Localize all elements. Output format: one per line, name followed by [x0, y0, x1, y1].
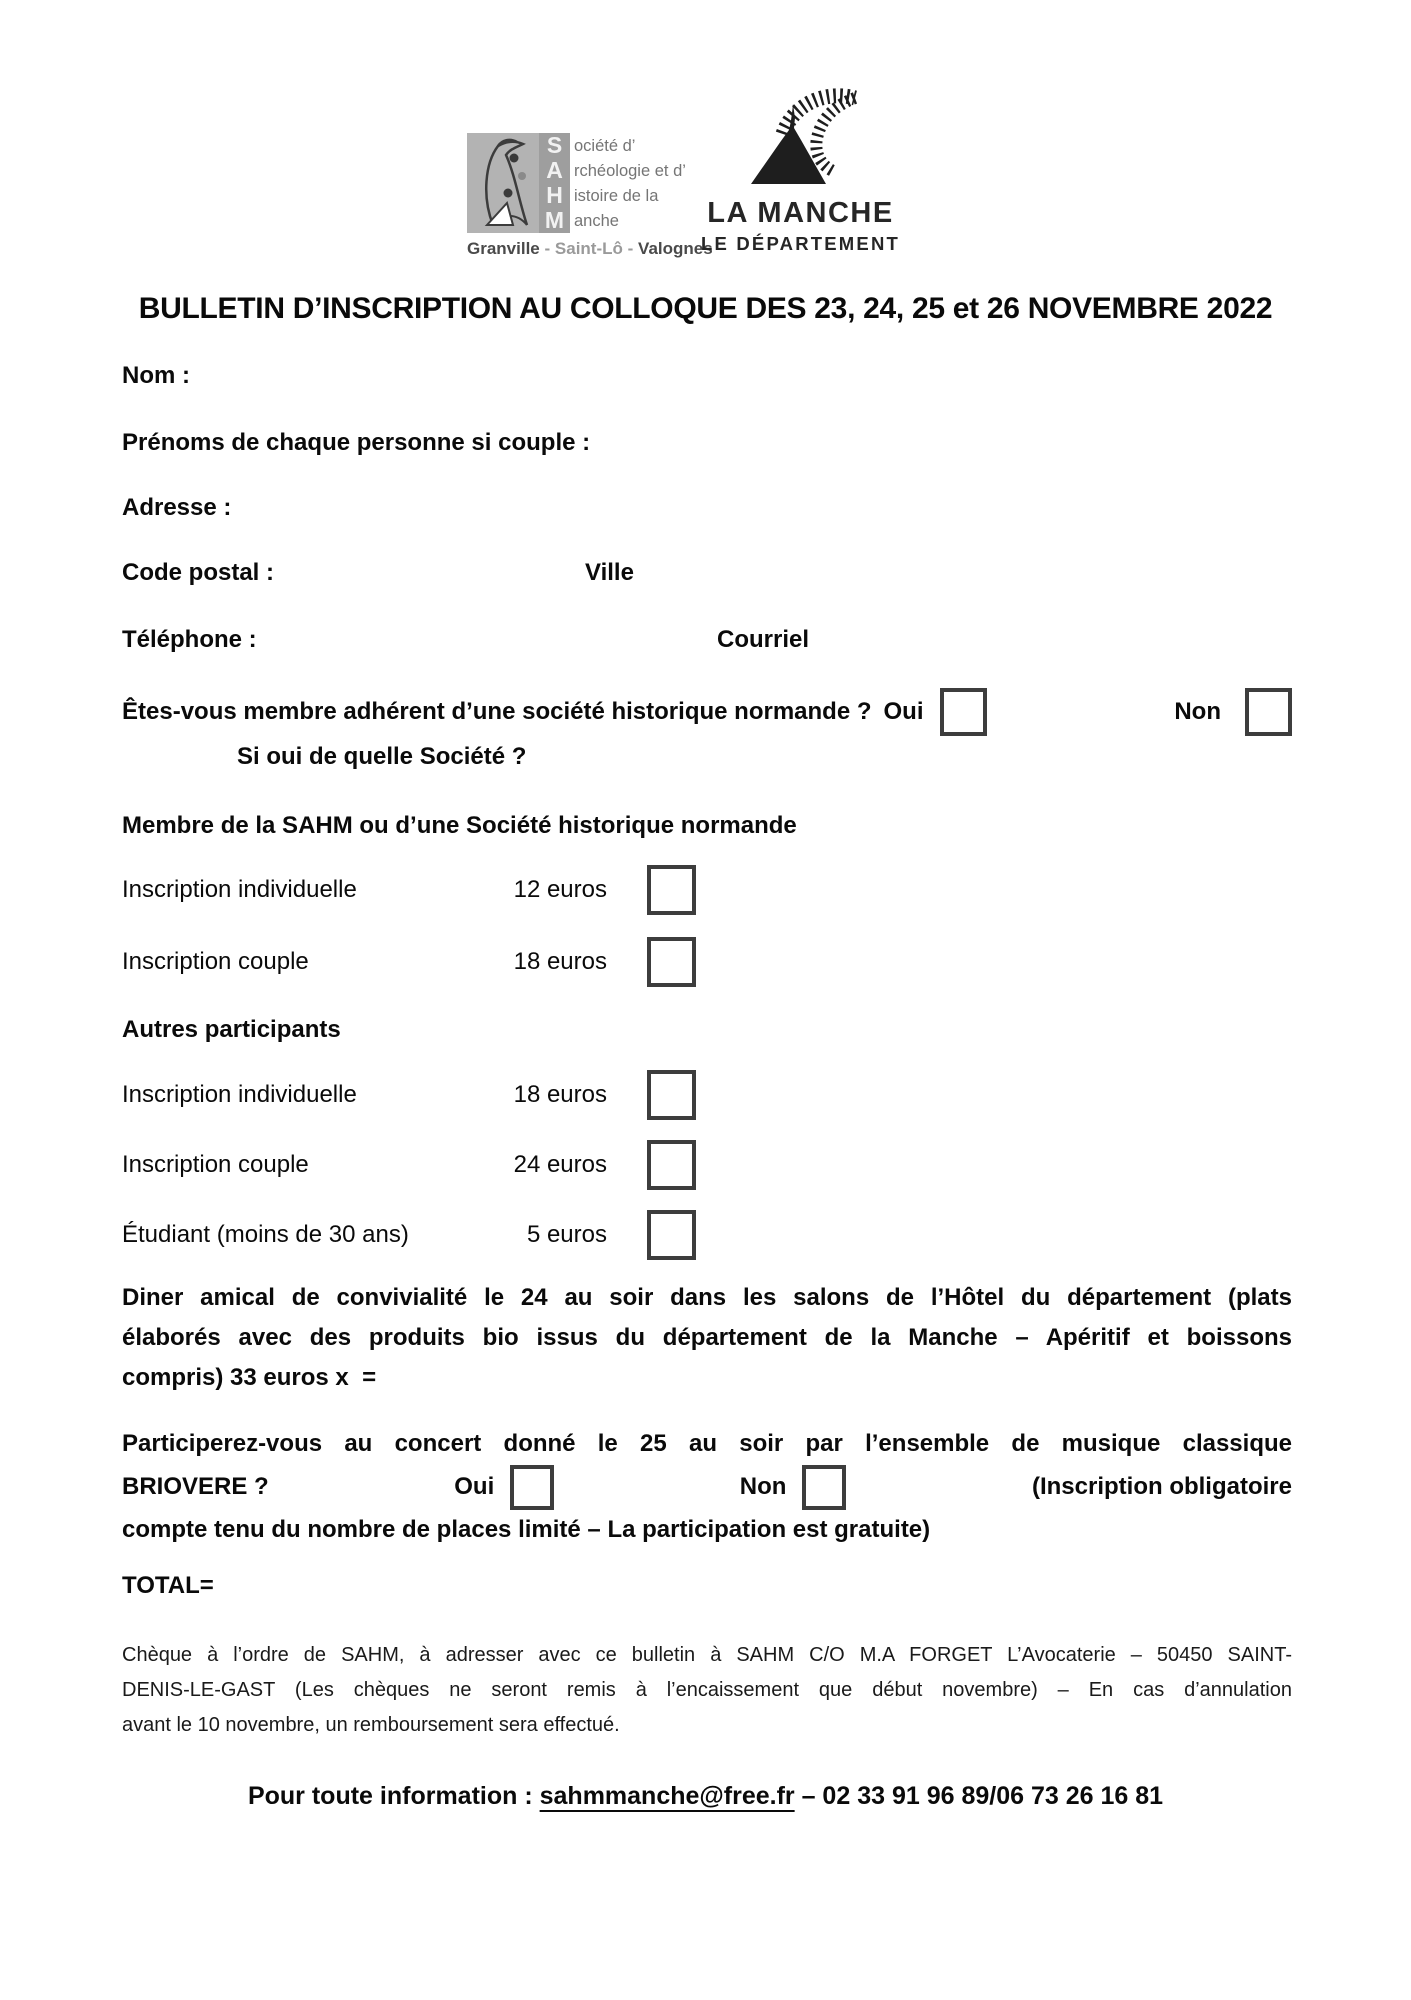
other-couple-checkbox[interactable]	[647, 1140, 696, 1190]
mont-saint-michel-icon	[731, 86, 871, 201]
concert-line-1: Participerez-vous au concert donné le 25 au soir par l’ensemble de musique classique	[122, 1430, 1292, 1457]
fee-price: 5 euros	[526, 1221, 607, 1248]
membership-question-text: Êtes-vous membre adhérent d’une société historique normande ?	[122, 698, 872, 725]
concert-paragraph	[122, 1424, 1292, 1550]
footer-contact	[0, 1782, 1411, 1811]
fee-price: 18 euros	[513, 948, 607, 975]
sahm-name-line-3: istoire de la	[574, 187, 659, 205]
oui-label: Oui	[883, 698, 924, 725]
membership-oui-checkbox[interactable]	[940, 688, 987, 736]
fee-label: Inscription couple	[122, 948, 309, 975]
dinner-line-3: compris) 33 euros x =	[122, 1364, 377, 1391]
fee-label: Inscription individuelle	[122, 1081, 357, 1108]
field-prenoms-label: Prénoms de chaque personne si couple :	[122, 429, 591, 456]
member-couple-checkbox[interactable]	[647, 937, 696, 987]
student-checkbox[interactable]	[647, 1210, 696, 1260]
field-ville-label: Ville	[585, 559, 634, 586]
membership-followup-label: Si oui de quelle Société ?	[237, 743, 527, 770]
concert-oui-checkbox[interactable]	[510, 1465, 554, 1510]
concert-oui-label: Oui	[454, 1473, 495, 1500]
fee-label: Inscription individuelle	[122, 876, 357, 903]
field-adresse-label: Adresse :	[122, 494, 232, 521]
city-granville: Granville	[467, 239, 540, 258]
city-valognes: Valognes	[638, 239, 713, 258]
fee-row-other-individual	[0, 1070, 1411, 1120]
city-saint-lo: Saint-Lô	[554, 239, 623, 258]
sahm-cities	[467, 239, 713, 259]
sahm-name-line-4: anche	[574, 212, 619, 230]
fee-row-member-individual	[0, 865, 1411, 915]
fee-label: Inscription couple	[122, 1151, 309, 1178]
membership-non-checkbox[interactable]	[1245, 688, 1292, 736]
others-section-heading: Autres participants	[122, 1016, 341, 1043]
concert-note-open: (Inscription obligatoire	[1031, 1473, 1292, 1500]
sahm-logo-row	[467, 133, 713, 234]
sahm-logo	[467, 133, 713, 259]
sahm-letter-a: A	[546, 157, 563, 183]
field-nom-label: Nom :	[122, 362, 190, 389]
city-separator: -	[544, 239, 551, 258]
concert-oui-group	[454, 1465, 554, 1510]
la-manche-name: LA MANCHE	[707, 197, 894, 229]
sahm-logo-box	[467, 133, 570, 233]
dinner-line-1: Diner amical de convivialité le 24 au soir dans les salons de l’Hôtel du département (plats	[122, 1284, 1292, 1311]
members-section-heading: Membre de la SAHM ou d’une Société historique normande	[122, 812, 797, 839]
total-label: TOTAL=	[122, 1572, 214, 1599]
sahm-letter-m: M	[544, 207, 565, 233]
city-separator: -	[627, 239, 634, 258]
footer-prefix: Pour toute information :	[247, 1782, 540, 1810]
payment-line-2: DENIS-LE-GAST (Les chèques ne seront remis à l’encaissement que début novembre) – En cas d’annulation	[122, 1679, 1292, 1701]
fee-row-other-couple	[0, 1140, 1411, 1190]
other-individual-checkbox[interactable]	[647, 1070, 696, 1120]
payment-line-1: Chèque à l’ordre de SAHM, à adresser avec ce bulletin à SAHM C/O M.A FORGET L’Avocaterie – 50450 SAINT-	[122, 1644, 1292, 1666]
concert-answer-row	[122, 1464, 1292, 1510]
fee-row-student	[0, 1210, 1411, 1260]
field-code-postal-label: Code postal :	[122, 559, 275, 586]
membership-question-row	[122, 686, 1292, 738]
footer-email-link[interactable]: sahmmanche@free.fr	[539, 1782, 795, 1810]
fee-price: 24 euros	[513, 1151, 607, 1178]
la-manche-subtitle: LE DÉPARTEMENT	[700, 233, 901, 254]
sahm-name-line-1: ociété d’	[574, 137, 636, 155]
fee-row-member-couple	[0, 937, 1411, 987]
concert-non-checkbox[interactable]	[802, 1465, 846, 1510]
fee-price: 12 euros	[513, 876, 607, 903]
field-telephone-label: Téléphone :	[122, 626, 257, 653]
fee-label: Étudiant (moins de 30 ans)	[122, 1221, 409, 1248]
sahm-name-line-2: rchéologie et d’	[574, 162, 686, 180]
briovere-label: BRIOVERE ?	[122, 1473, 269, 1500]
la-manche-logo	[693, 86, 908, 255]
footer-phones: – 02 33 91 96 89/06 73 26 16 81	[794, 1782, 1164, 1810]
member-individual-checkbox[interactable]	[647, 865, 696, 915]
sahm-menhir-icon	[467, 133, 539, 233]
concert-non-label: Non	[739, 1473, 787, 1500]
sahm-acronym	[539, 133, 570, 233]
sahm-society-name	[574, 133, 686, 234]
payment-note	[122, 1638, 1292, 1743]
concert-line-3: compte tenu du nombre de places limité – La participation est gratuite)	[122, 1516, 931, 1543]
payment-line-3: avant le 10 novembre, un remboursement sera effectué.	[122, 1714, 620, 1736]
fee-price: 18 euros	[513, 1081, 607, 1108]
non-label: Non	[1174, 698, 1221, 725]
sahm-letter-h: H	[546, 182, 563, 208]
field-courriel-label: Courriel	[717, 626, 810, 653]
dinner-line-2: élaborés avec des produits bio issus du département de la Manche – Apéritif et boissons	[122, 1324, 1292, 1351]
sahm-letter-s: S	[546, 132, 563, 158]
dinner-paragraph	[122, 1278, 1292, 1398]
concert-non-group	[740, 1465, 847, 1510]
form-title: BULLETIN D’INSCRIPTION AU COLLOQUE DES 23, 24, 25 et 26 NOVEMBRE 2022	[138, 292, 1273, 325]
